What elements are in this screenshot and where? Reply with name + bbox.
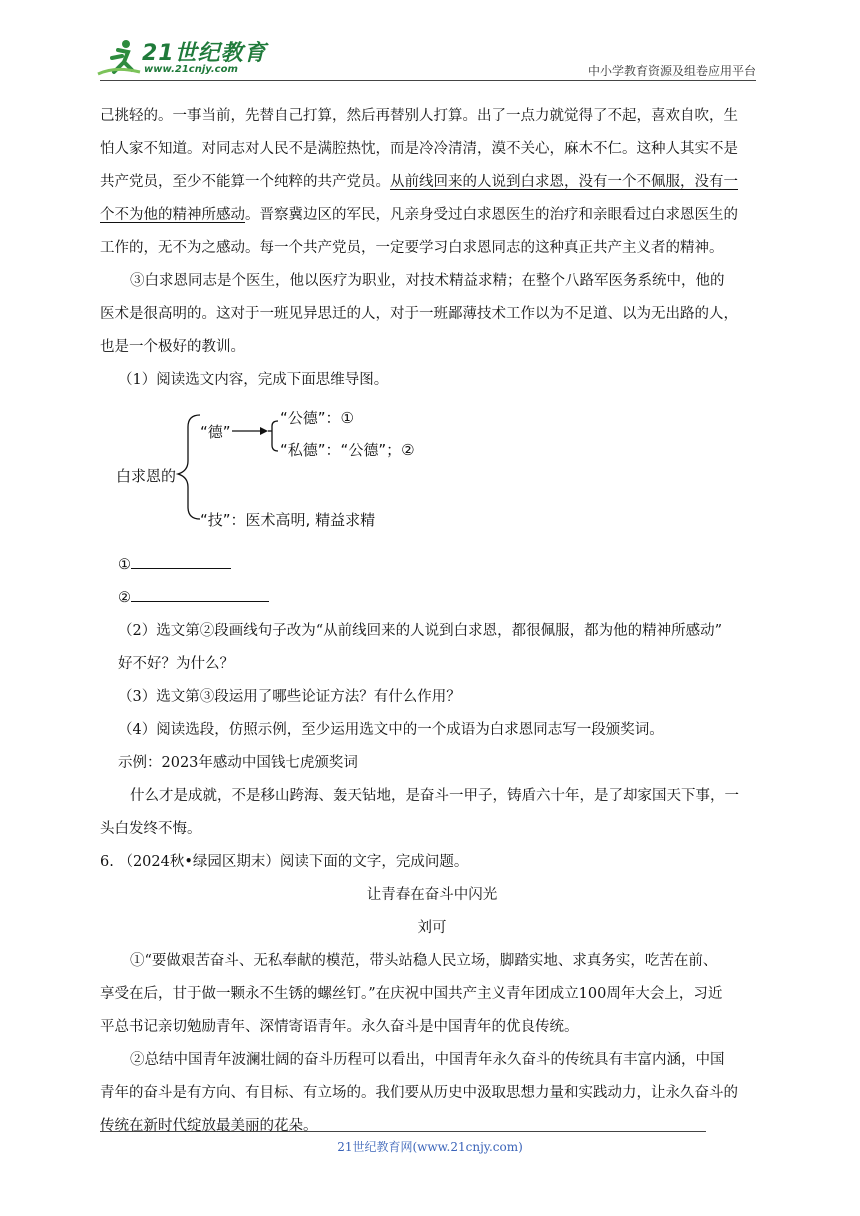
- text-line: [100, 166, 764, 199]
- example-text: 头白发终不悔。: [100, 821, 202, 837]
- footer-divider: [100, 1131, 706, 1132]
- mind-map-root: 白求恩的: [116, 467, 177, 485]
- page-footer[interactable]: 21世纪教育网(www.21cnjy.com): [337, 1140, 523, 1154]
- page-header: [0, 0, 860, 82]
- mind-map: [100, 399, 764, 549]
- text-line: [100, 199, 764, 232]
- question-6-intro: 6. （2024秋•绿园区期末）阅读下面的文字，完成问题。: [100, 854, 469, 870]
- text-line: 怕人家不知道。对同志对人民不是满腔热忱，而是冷冷清清，漠不关心，麻木不仁。这种人其实不是: [100, 141, 738, 157]
- question-2-cont: 好不好？为什么？: [118, 656, 234, 672]
- mind-map-side: “私德”：“公德”；②: [280, 441, 415, 459]
- text-line: 医术是很高明的。这对于一班见异思迁的人，对于一班鄙薄技术工作以为不足道、以为无出路的人，: [100, 306, 738, 322]
- site-logo: [96, 36, 266, 78]
- example-text: 什么才是成就，不是移山跨海、轰天钻地，是奋斗一甲子，铸盾六十年，是了却家国天下事，一: [130, 788, 739, 804]
- text-line: 平总书记亲切勉励青年、深情寄语青年。永久奋斗是中国青年的优良传统。: [100, 1019, 579, 1035]
- underlined-sentence: 个不为他的精神所感动: [100, 207, 245, 223]
- blank-label: ②: [118, 590, 131, 606]
- question-3: （3）选文第③段运用了哪些论证方法？有什么作用？: [118, 689, 461, 705]
- mind-map-de: “德”: [200, 423, 231, 441]
- question-2: （2）选文第②段画线句子改为“从前线回来的人说到白求恩，都很佩服，都为他的精神所感动”: [118, 623, 723, 639]
- mind-map-gongde: “公德”：①: [280, 409, 354, 427]
- article-author: 刘可: [417, 920, 447, 936]
- blank-label: ①: [118, 557, 131, 573]
- text-line: 己挑轻的。一事当前，先替自己打算，然后再替别人打算。出了一点力就觉得了不起，喜欢自吹，生: [100, 108, 738, 124]
- text-line: ③白求恩同志是个医生，他以医疗为职业，对技术精益求精；在整个八路军医务系统中，他的: [130, 273, 725, 289]
- question-4: （4）阅读选段，仿照示例，至少运用选文中的一个成语为白求恩同志写一段颁奖词。: [118, 722, 664, 738]
- text-line: 传统在新时代绽放最美丽的花朵。: [100, 1118, 318, 1134]
- text-line: ①“要做艰苦奋斗、无私奉献的模范，带头站稳人民立场，脚踏实地、求真务实，吃苦在前、: [130, 953, 718, 969]
- text-line: 享受在后，甘于做一颗永不生锈的螺丝钉。”在庆祝中国共产主义青年团成立100周年大会上，习近: [100, 986, 723, 1002]
- text-line: ②总结中国青年波澜壮阔的奋斗历程可以看出，中国青年永久奋斗的传统具有丰富内涵，中国: [130, 1052, 725, 1068]
- text-line: 青年的奋斗是有方向、有目标、有立场的。我们要从历史中汲取思想力量和实践动力，让永久奋斗的: [100, 1085, 738, 1101]
- logo-title: 21世纪教育: [142, 41, 267, 66]
- logo-url: www.21cnjy.com: [144, 64, 238, 75]
- example-title: 示例：2023年感动中国钱七虎颁奖词: [118, 755, 358, 771]
- text-span: 。晋察冀边区的军民，凡亲身受过白求恩医生的治疗和亲眼看过白求恩医生的: [245, 207, 738, 223]
- runner-logo-icon: [96, 38, 144, 76]
- platform-name: 中小学教育资源及组卷应用平台: [587, 64, 756, 78]
- text-span: 共产党员，至少不能算一个纯粹的共产党员。: [100, 174, 390, 190]
- answer-blank-1: [100, 549, 764, 582]
- header-divider: [100, 80, 756, 81]
- underlined-sentence: 从前线回来的人说到白求恩，没有一个不佩服，没有一: [390, 174, 738, 190]
- answer-blank-line[interactable]: [131, 587, 269, 602]
- text-line: 工作的，无不为之感动。每一个共产党员，一定要学习白求恩同志的这种真正共产主义者的精神。: [100, 240, 724, 256]
- document-body: [100, 100, 764, 1143]
- answer-blank-line[interactable]: [131, 554, 231, 569]
- text-line: 也是一个极好的教训。: [100, 339, 245, 355]
- article-title: 让青春在奋斗中闪光: [366, 887, 498, 903]
- answer-blank-2: [100, 582, 764, 615]
- mind-map-ji: “技”：医术高明, 精益求精: [200, 511, 376, 529]
- question-1: （1）阅读选文内容，完成下面思维导图。: [118, 372, 389, 388]
